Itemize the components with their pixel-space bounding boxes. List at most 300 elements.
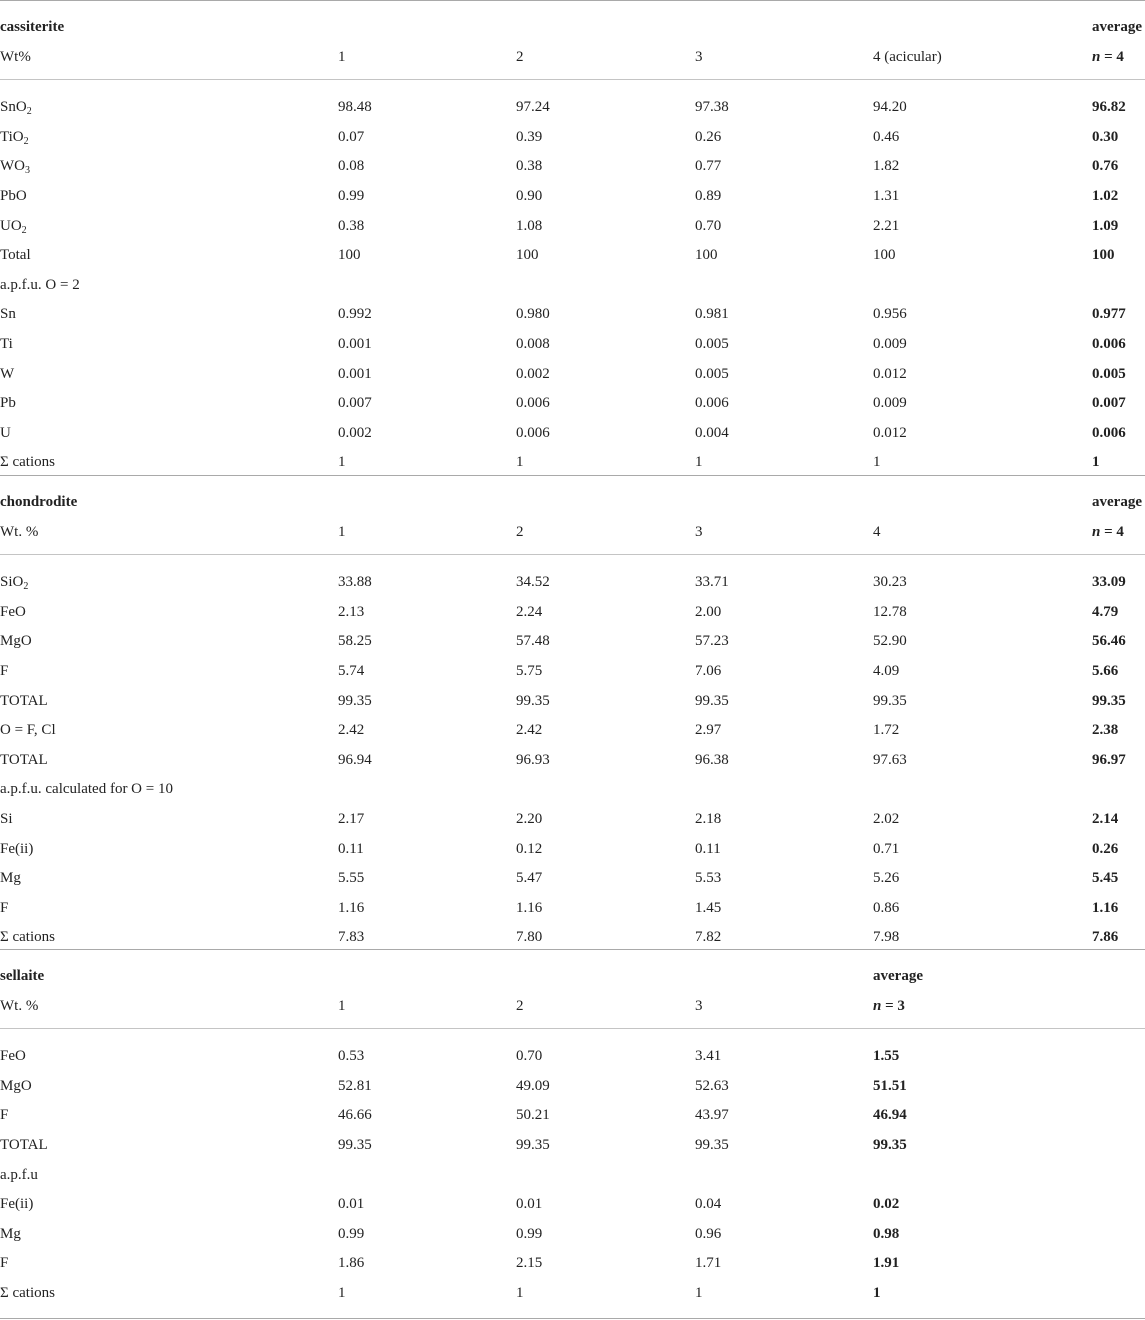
- column-header: 2: [516, 997, 524, 1014]
- row-label-text: Mg: [0, 1225, 21, 1242]
- table-row: [0, 329, 1145, 359]
- cell-value: 46.66: [338, 1107, 372, 1124]
- column-header-row: [0, 991, 1145, 1021]
- column-header: 4 (acicular): [873, 48, 942, 65]
- cell-value: 99.35: [516, 1136, 550, 1153]
- average-value: 1.02: [1092, 187, 1119, 204]
- row-label: [0, 692, 48, 710]
- average-label: average: [1092, 494, 1142, 510]
- cell-value: 2.24: [516, 603, 543, 620]
- row-label-text: O = F, Cl: [0, 722, 56, 739]
- cell-value: 7.82: [695, 929, 722, 946]
- cell-value: 0.39: [516, 128, 543, 145]
- cell-value: 100: [873, 247, 896, 264]
- cell-value: 0.86: [873, 899, 900, 916]
- cell-value: 0.70: [695, 217, 722, 234]
- cell-value: 2.42: [338, 722, 365, 739]
- average-value: 2.38: [1092, 722, 1119, 739]
- table-row: [0, 863, 1145, 893]
- table-row: [0, 834, 1145, 864]
- column-header: 3: [695, 48, 703, 65]
- cell-value: 3.41: [695, 1048, 722, 1065]
- cell-value: 2.18: [695, 810, 722, 827]
- section-title: chondrodite: [0, 494, 78, 510]
- average-value: 56.46: [1092, 633, 1126, 650]
- average-value: 1.09: [1092, 217, 1119, 234]
- row-label-text: UO: [0, 217, 22, 234]
- cell-value: 7.98: [873, 929, 900, 946]
- table-row: [0, 1278, 1145, 1308]
- table-row: [0, 1248, 1145, 1278]
- table-row: [0, 686, 1145, 716]
- sample-count-value: = 3: [881, 997, 905, 1014]
- cell-value: 100: [516, 247, 539, 264]
- column-header: 1: [338, 997, 346, 1014]
- cell-value: 1.71: [695, 1255, 722, 1272]
- table-row: [0, 359, 1145, 389]
- cell-value: 96.38: [695, 751, 729, 768]
- section-title: sellaite: [0, 968, 45, 984]
- cell-value: 96.94: [338, 751, 372, 768]
- average-value: 1.16: [1092, 899, 1119, 916]
- row-label: [0, 335, 13, 353]
- row-label: [0, 1195, 33, 1213]
- row-label: [0, 1225, 21, 1243]
- table-row: [0, 804, 1145, 834]
- row-label: [0, 1106, 8, 1124]
- cell-value: 0.38: [338, 217, 365, 234]
- column-header: 4: [873, 523, 881, 540]
- table-row: [0, 270, 1145, 300]
- sample-count: [1092, 48, 1124, 66]
- cell-value: 100: [695, 247, 718, 264]
- cell-value: 1.08: [516, 217, 543, 234]
- average-value: 1: [1092, 454, 1100, 471]
- row-label: [0, 365, 14, 383]
- cell-value: 2.20: [516, 810, 543, 827]
- row-label-text: a.p.f.u: [0, 1166, 38, 1183]
- unit-label: Wt. %: [0, 997, 39, 1014]
- row-label: [0, 632, 32, 650]
- row-label: [0, 899, 8, 917]
- cell-value: 5.74: [338, 662, 365, 679]
- row-label: [0, 869, 21, 887]
- cell-value: 97.63: [873, 751, 907, 768]
- cell-value: 30.23: [873, 574, 907, 591]
- average-value: 0.02: [873, 1196, 900, 1213]
- row-label-text: F: [0, 1107, 9, 1124]
- cell-value: 0.53: [338, 1048, 365, 1065]
- cell-value: 12.78: [873, 603, 907, 620]
- cell-value: 0.38: [516, 158, 543, 175]
- cell-value: 1.45: [695, 899, 722, 916]
- average-value: 96.82: [1092, 99, 1126, 116]
- row-label-text: Σ cations: [0, 1284, 55, 1301]
- row-label-text: W: [0, 365, 15, 382]
- table-row: [0, 893, 1145, 923]
- cell-value: 1.16: [516, 899, 543, 916]
- cell-value: 0.89: [695, 187, 722, 204]
- cell-value: 99.35: [873, 692, 907, 709]
- row-label-text: Pb: [0, 395, 16, 412]
- section-cassiterite: [0, 12, 1145, 477]
- cell-value: 7.80: [516, 929, 543, 946]
- row-label: [0, 394, 16, 412]
- table-row: [0, 418, 1145, 448]
- cell-value: 2.42: [516, 722, 543, 739]
- cell-value: 1: [695, 1284, 703, 1301]
- cell-value: 0.006: [516, 424, 550, 441]
- column-header: 1: [338, 48, 346, 65]
- table-row: [0, 1189, 1145, 1219]
- average-value: 7.86: [1092, 929, 1119, 946]
- cell-value: 0.012: [873, 424, 907, 441]
- row-label: [0, 573, 28, 591]
- cell-value: 0.007: [338, 395, 372, 412]
- section-divider: [0, 1318, 1145, 1319]
- average-value: 1: [873, 1284, 881, 1301]
- row-label-text: a.p.f.u. calculated for O = 10: [0, 781, 173, 798]
- cell-value: 99.35: [516, 692, 550, 709]
- row-label: [0, 98, 32, 116]
- row-label: [0, 1254, 8, 1272]
- cell-value: 0.01: [516, 1196, 543, 1213]
- section-title: cassiterite: [0, 19, 65, 35]
- row-label-text: Ti: [0, 335, 13, 352]
- cell-value: 5.53: [695, 870, 722, 887]
- cell-value: 57.48: [516, 633, 550, 650]
- row-label-text: PbO: [0, 187, 27, 204]
- cell-value: 0.001: [338, 335, 372, 352]
- cell-value: 0.11: [338, 840, 364, 857]
- table-row: [0, 597, 1145, 627]
- cell-value: 0.96: [695, 1225, 722, 1242]
- cell-value: 33.71: [695, 574, 729, 591]
- average-value: 99.35: [1092, 692, 1126, 709]
- row-label-text: Σ cations: [0, 454, 55, 471]
- average-label: average: [1092, 19, 1142, 35]
- cell-value: 0.981: [695, 306, 729, 323]
- cell-value: 1: [516, 1284, 524, 1301]
- cell-value: 98.48: [338, 99, 372, 116]
- sample-count-value: = 4: [1100, 48, 1124, 65]
- unit-label: Wt. %: [0, 523, 39, 540]
- cell-value: 97.38: [695, 99, 729, 116]
- cell-value: 52.63: [695, 1077, 729, 1094]
- cell-value: 0.90: [516, 187, 543, 204]
- sample-count-symbol: n: [1092, 523, 1101, 540]
- sample-count: [1092, 523, 1124, 541]
- cell-value: 0.006: [695, 395, 729, 412]
- cell-value: 0.992: [338, 306, 372, 323]
- row-label-text: F: [0, 662, 9, 679]
- average-value: 100: [1092, 247, 1115, 264]
- cell-value: 43.97: [695, 1107, 729, 1124]
- column-header: 3: [695, 523, 703, 540]
- cell-value: 0.26: [695, 128, 722, 145]
- cell-value: 4.09: [873, 662, 900, 679]
- cell-value: 5.47: [516, 870, 543, 887]
- row-label: [0, 424, 11, 442]
- average-value: 5.45: [1092, 870, 1119, 887]
- cell-value: 0.009: [873, 395, 907, 412]
- row-label: [0, 1284, 55, 1302]
- table-row: [0, 1130, 1145, 1160]
- cell-value: 99.35: [695, 1136, 729, 1153]
- row-label-text: F: [0, 1255, 9, 1272]
- average-value: 99.35: [873, 1136, 907, 1153]
- row-label: [0, 751, 48, 769]
- row-label-text: TOTAL: [0, 751, 48, 768]
- row-label-text: Fe(ii): [0, 1196, 34, 1213]
- cell-value: 0.99: [338, 187, 365, 204]
- cell-value: 0.99: [338, 1225, 365, 1242]
- average-value: 0.007: [1092, 395, 1126, 412]
- row-label-text: Sn: [0, 306, 16, 323]
- table-row: [0, 745, 1145, 775]
- row-label-text: TiO: [0, 128, 24, 145]
- row-label: [0, 780, 173, 798]
- cell-value: 2.00: [695, 603, 722, 620]
- average-value: 2.14: [1092, 810, 1119, 827]
- cell-value: 0.11: [695, 840, 721, 857]
- cell-value: 2.13: [338, 603, 365, 620]
- cell-value: 5.26: [873, 870, 900, 887]
- cell-value: 0.012: [873, 365, 907, 382]
- table-row: [0, 122, 1145, 152]
- row-label: [0, 128, 29, 146]
- average-value: 0.76: [1092, 158, 1119, 175]
- average-value: 0.98: [873, 1225, 900, 1242]
- row-label: [0, 603, 26, 621]
- row-label-subscript: 2: [23, 581, 29, 593]
- row-label: [0, 157, 30, 175]
- row-label: [0, 810, 13, 828]
- average-value: 0.26: [1092, 840, 1119, 857]
- cell-value: 0.009: [873, 335, 907, 352]
- section-sellaite: [0, 961, 1145, 1308]
- row-label: [0, 721, 56, 739]
- cell-value: 0.004: [695, 424, 729, 441]
- row-label-subscript: 2: [21, 224, 27, 236]
- average-value: 0.006: [1092, 335, 1126, 352]
- row-label-subscript: 2: [23, 135, 29, 147]
- row-label: [0, 1077, 32, 1095]
- cell-value: 0.08: [338, 158, 365, 175]
- cell-value: 0.005: [695, 365, 729, 382]
- row-label: [0, 187, 27, 205]
- table-row: [0, 922, 1145, 952]
- cell-value: 0.01: [338, 1196, 365, 1213]
- row-label-text: SiO: [0, 574, 24, 591]
- row-label: [0, 453, 55, 471]
- average-value: 0.977: [1092, 306, 1126, 323]
- row-label-text: F: [0, 899, 9, 916]
- cell-value: 1: [873, 454, 881, 471]
- cell-value: 1.31: [873, 187, 900, 204]
- cell-value: 5.55: [338, 870, 365, 887]
- table-row: [0, 1160, 1145, 1190]
- cell-value: 0.980: [516, 306, 550, 323]
- cell-value: 5.75: [516, 662, 543, 679]
- cell-value: 96.93: [516, 751, 550, 768]
- cell-value: 1.82: [873, 158, 900, 175]
- average-value: 46.94: [873, 1107, 907, 1124]
- cell-value: 0.008: [516, 335, 550, 352]
- average-value: 0.30: [1092, 128, 1119, 145]
- cell-value: 0.70: [516, 1048, 543, 1065]
- row-label-text: Σ cations: [0, 929, 55, 946]
- table-row: [0, 181, 1145, 211]
- cell-value: 33.88: [338, 574, 372, 591]
- section-divider: [0, 0, 1145, 1]
- cell-value: 50.21: [516, 1107, 550, 1124]
- average-value: 0.005: [1092, 365, 1126, 382]
- row-label-text: MgO: [0, 633, 32, 650]
- average-value: 33.09: [1092, 574, 1126, 591]
- cell-value: 0.04: [695, 1196, 722, 1213]
- cell-value: 2.02: [873, 810, 900, 827]
- sample-count-value: = 4: [1100, 523, 1124, 540]
- row-label: [0, 305, 16, 323]
- table-row: [0, 774, 1145, 804]
- row-label-text: Si: [0, 810, 13, 827]
- average-value: 0.006: [1092, 424, 1126, 441]
- cell-value: 52.90: [873, 633, 907, 650]
- cell-value: 99.35: [338, 692, 372, 709]
- row-label: [0, 662, 8, 680]
- table-row: [0, 299, 1145, 329]
- cell-value: 0.77: [695, 158, 722, 175]
- table-row: [0, 1071, 1145, 1101]
- row-label: [0, 246, 31, 264]
- section-chondrodite: [0, 487, 1145, 952]
- cell-value: 1: [338, 454, 346, 471]
- header-rule: [0, 79, 1145, 80]
- row-label-subscript: 3: [25, 165, 30, 177]
- table-row: [0, 626, 1145, 656]
- average-value: 1.91: [873, 1255, 900, 1272]
- table-row: [0, 211, 1145, 241]
- cell-value: 1: [516, 454, 524, 471]
- cell-value: 0.99: [516, 1225, 543, 1242]
- column-header-row: [0, 42, 1145, 72]
- cell-value: 99.35: [695, 692, 729, 709]
- row-label-text: TOTAL: [0, 1136, 48, 1153]
- table-row: [0, 92, 1145, 122]
- cell-value: 94.20: [873, 99, 907, 116]
- row-label-text: TOTAL: [0, 692, 48, 709]
- section-title-row: [0, 12, 1145, 42]
- cell-value: 100: [338, 247, 361, 264]
- row-label: [0, 1166, 38, 1184]
- cell-value: 58.25: [338, 633, 372, 650]
- row-label: [0, 928, 55, 946]
- cell-value: 0.12: [516, 840, 543, 857]
- table-row: [0, 1219, 1145, 1249]
- unit-label: Wt%: [0, 48, 31, 65]
- average-label: average: [873, 968, 923, 984]
- sample-count: [873, 997, 905, 1015]
- row-label: [0, 276, 80, 294]
- row-label-text: MgO: [0, 1077, 32, 1094]
- table-row: [0, 447, 1145, 477]
- row-label-text: WO: [0, 158, 25, 175]
- average-value: 96.97: [1092, 751, 1126, 768]
- table-row: [0, 656, 1145, 686]
- cell-value: 7.06: [695, 662, 722, 679]
- cell-value: 49.09: [516, 1077, 550, 1094]
- table-row: [0, 567, 1145, 597]
- cell-value: 97.24: [516, 99, 550, 116]
- average-value: 4.79: [1092, 603, 1119, 620]
- header-rule: [0, 1028, 1145, 1029]
- row-label: [0, 1047, 26, 1065]
- row-label-text: FeO: [0, 603, 26, 620]
- cell-value: 57.23: [695, 633, 729, 650]
- table-row: [0, 1100, 1145, 1130]
- cell-value: 0.71: [873, 840, 900, 857]
- table-row: [0, 151, 1145, 181]
- table-row: [0, 715, 1145, 745]
- cell-value: 2.17: [338, 810, 365, 827]
- row-label-text: U: [0, 424, 11, 441]
- cell-value: 99.35: [338, 1136, 372, 1153]
- row-label-subscript: 2: [26, 106, 32, 118]
- cell-value: 1.86: [338, 1255, 365, 1272]
- row-label-text: Mg: [0, 870, 21, 887]
- row-label: [0, 217, 27, 235]
- cell-value: 0.001: [338, 365, 372, 382]
- row-label-text: FeO: [0, 1048, 26, 1065]
- sample-count-symbol: n: [873, 997, 882, 1014]
- cell-value: 1.16: [338, 899, 365, 916]
- row-label: [0, 1136, 48, 1154]
- table-row: [0, 1041, 1145, 1071]
- cell-value: 1.72: [873, 722, 900, 739]
- cell-value: 0.006: [516, 395, 550, 412]
- cell-value: 52.81: [338, 1077, 372, 1094]
- row-label: [0, 840, 33, 858]
- table-row: [0, 388, 1145, 418]
- cell-value: 34.52: [516, 574, 550, 591]
- section-title-row: [0, 961, 1145, 991]
- column-header: 3: [695, 997, 703, 1014]
- cell-value: 0.07: [338, 128, 365, 145]
- column-header-row: [0, 517, 1145, 547]
- row-label-text: Total: [0, 247, 31, 264]
- section-title-row: [0, 487, 1145, 517]
- average-value: 1.55: [873, 1048, 900, 1065]
- average-value: 5.66: [1092, 662, 1119, 679]
- column-header: 2: [516, 48, 524, 65]
- cell-value: 2.21: [873, 217, 900, 234]
- column-header: 1: [338, 523, 346, 540]
- cell-value: 0.005: [695, 335, 729, 352]
- table-row: [0, 240, 1145, 270]
- row-label-text: SnO: [0, 99, 27, 116]
- cell-value: 1: [695, 454, 703, 471]
- cell-value: 0.002: [338, 424, 372, 441]
- header-rule: [0, 554, 1145, 555]
- cell-value: 1: [338, 1284, 346, 1301]
- cell-value: 0.956: [873, 306, 907, 323]
- cell-value: 0.002: [516, 365, 550, 382]
- sample-count-symbol: n: [1092, 48, 1101, 65]
- average-value: 51.51: [873, 1077, 907, 1094]
- cell-value: 2.97: [695, 722, 722, 739]
- cell-value: 7.83: [338, 929, 365, 946]
